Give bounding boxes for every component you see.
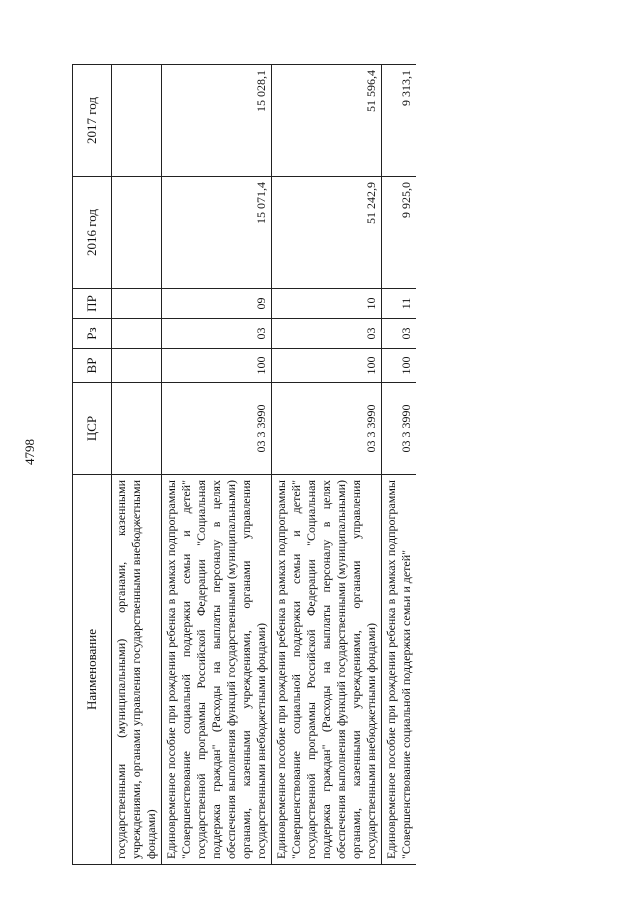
row-name: государственными (муниципальными) органами, казенными учреждениями, органами управления государственными внебюджетными фондами) — [112, 475, 162, 865]
page-number: 4798 — [22, 439, 37, 465]
column-header-name: Наименование — [73, 475, 112, 865]
column-header-rz: Рз — [73, 319, 112, 349]
row-2016 — [112, 177, 162, 289]
column-header-2017: 2017 год — [73, 65, 112, 177]
table-row — [382, 65, 417, 865]
row-2017: 51 596,4 — [272, 65, 382, 177]
row-pr: 09 — [162, 289, 272, 319]
row-csr: 03 3 3990 — [162, 383, 272, 475]
row-rz: 03 — [272, 319, 382, 349]
column-header-pr: ПР — [73, 289, 112, 319]
row-2017 — [112, 65, 162, 177]
row-2017: 9 313,1 — [382, 65, 417, 177]
row-pr: 10 — [272, 289, 382, 319]
table-row — [112, 65, 162, 865]
row-2017: 15 028,1 — [162, 65, 272, 177]
table-row — [162, 65, 272, 865]
row-rz — [112, 319, 162, 349]
row-2016: 51 242,9 — [272, 177, 382, 289]
row-pr — [112, 289, 162, 319]
row-csr: 03 3 3990 — [272, 383, 382, 475]
column-header-vr: ВР — [73, 349, 112, 383]
row-name: Единовременное пособие при рождении ребенка в рамках подпрограммы "Совершенствование социальной поддержки семьи и детей" государственной программы Российской Федерации "Социальная поддержка граждан" (Расходы на выплаты персоналу в целях обеспечения выполнения функций государственными (муниципальными) органами, казенными учреждениями, органами управления государственными внебюджетными фондами) — [272, 475, 382, 865]
row-csr: 03 3 3990 — [382, 383, 417, 475]
row-vr: 100 — [382, 349, 417, 383]
row-rz: 03 — [382, 319, 417, 349]
row-vr: 100 — [162, 349, 272, 383]
row-csr — [112, 383, 162, 475]
row-2016: 15 071,4 — [162, 177, 272, 289]
row-2016: 9 925,0 — [382, 177, 417, 289]
table-row — [272, 65, 382, 865]
budget-table — [72, 64, 416, 865]
budget-table-sheet — [72, 65, 628, 865]
row-name: Единовременное пособие при рождении ребенка в рамках подпрограммы "Совершенствование социальной поддержки семьи и детей" — [382, 475, 417, 865]
row-pr: 11 — [382, 289, 417, 319]
row-vr — [112, 349, 162, 383]
row-vr: 100 — [272, 349, 382, 383]
row-name: Единовременное пособие при рождении ребенка в рамках подпрограммы "Совершенствование социальной поддержки семьи и детей" государственной программы Российской Федерации "Социальная поддержка граждан" (Расходы на выплаты персоналу в целях обеспечения выполнения функций государственными (муниципальными) органами, казенными учреждениями, органами управления государственными внебюджетными фондами) — [162, 475, 272, 865]
table-header-row — [73, 65, 112, 865]
column-header-2016: 2016 год — [73, 177, 112, 289]
column-header-csr: ЦСР — [73, 383, 112, 475]
row-rz: 03 — [162, 319, 272, 349]
